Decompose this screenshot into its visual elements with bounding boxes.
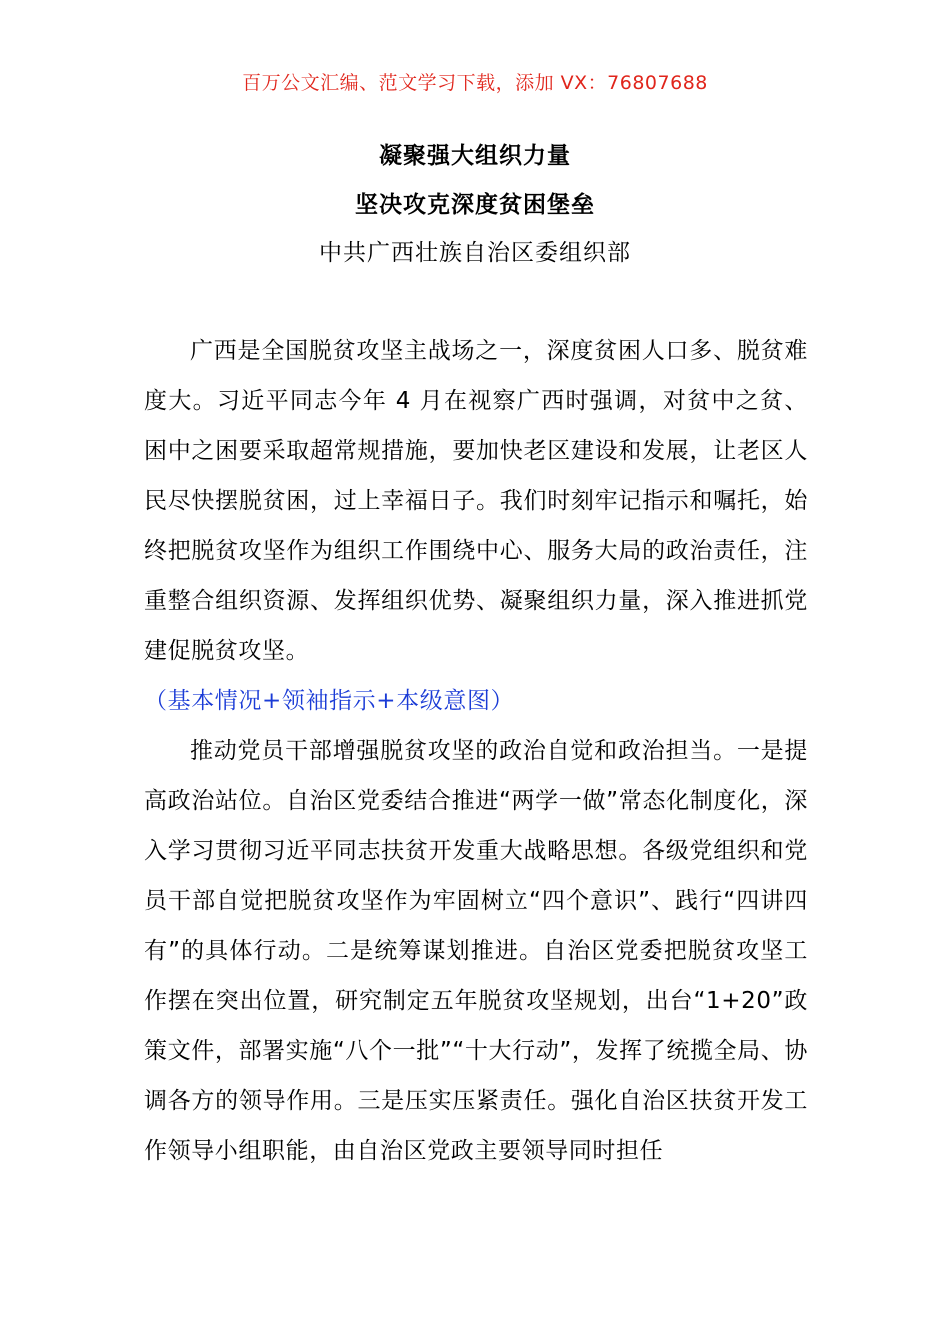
annotation-note: （基本情况+领袖指示+本级意图） bbox=[144, 688, 515, 714]
paragraph-1: 广西是全国脱贫攻坚主战场之一，深度贫困人口多、脱贫难度大。习近平同志今年 4 月在视察广西时强调，对贫中之贫、困中之困要采取超常规措施，要加快老区建设和发展，让老区人民尽快摆脱贫困，过上幸福日子。我们时刻牢记指示和嘱托，始终把脱贫攻坚作为组织工作围绕中心、服务大局的政治责任，注重整合组织资源、发挥组织优势、凝聚组织力量，深入推进抓党建促脱贫攻坚。 bbox=[144, 338, 808, 664]
title-line-2: 坚决攻克深度贫困堡垒 bbox=[355, 192, 595, 218]
title-line-1: 凝聚强大组织力量 bbox=[379, 143, 571, 169]
paragraph-2: 推动党员干部增强脱贫攻坚的政治自觉和政治担当。一是提高政治站位。自治区党委结合推进“两学一做”常态化制度化，深入学习贯彻习近平同志扶贫开发重大战略思想。各级党组织和党员干部自觉把脱贫攻坚作为牢固树立“四个意识”、践行“四讲四有”的具体行动。二是统筹谋划推进。自治区党委把脱贫攻坚工作摆在突出位置，研究制定五年脱贫攻坚规划，出台“1+20”政策文件，部署实施“八个一批”“十大行动”，发挥了统揽全局、协调各方的领导作用。三是压实压紧责任。强化自治区扶贫开发工作领导小组职能，由自治区党政主要领导同时担任 bbox=[144, 738, 808, 1164]
body-text bbox=[144, 326, 808, 1176]
author-line: 中共广西壮族自治区委组织部 bbox=[319, 240, 631, 266]
header-promo-note: 百万公文汇编、范文学习下载，添加 VX：76807688 bbox=[242, 72, 708, 94]
